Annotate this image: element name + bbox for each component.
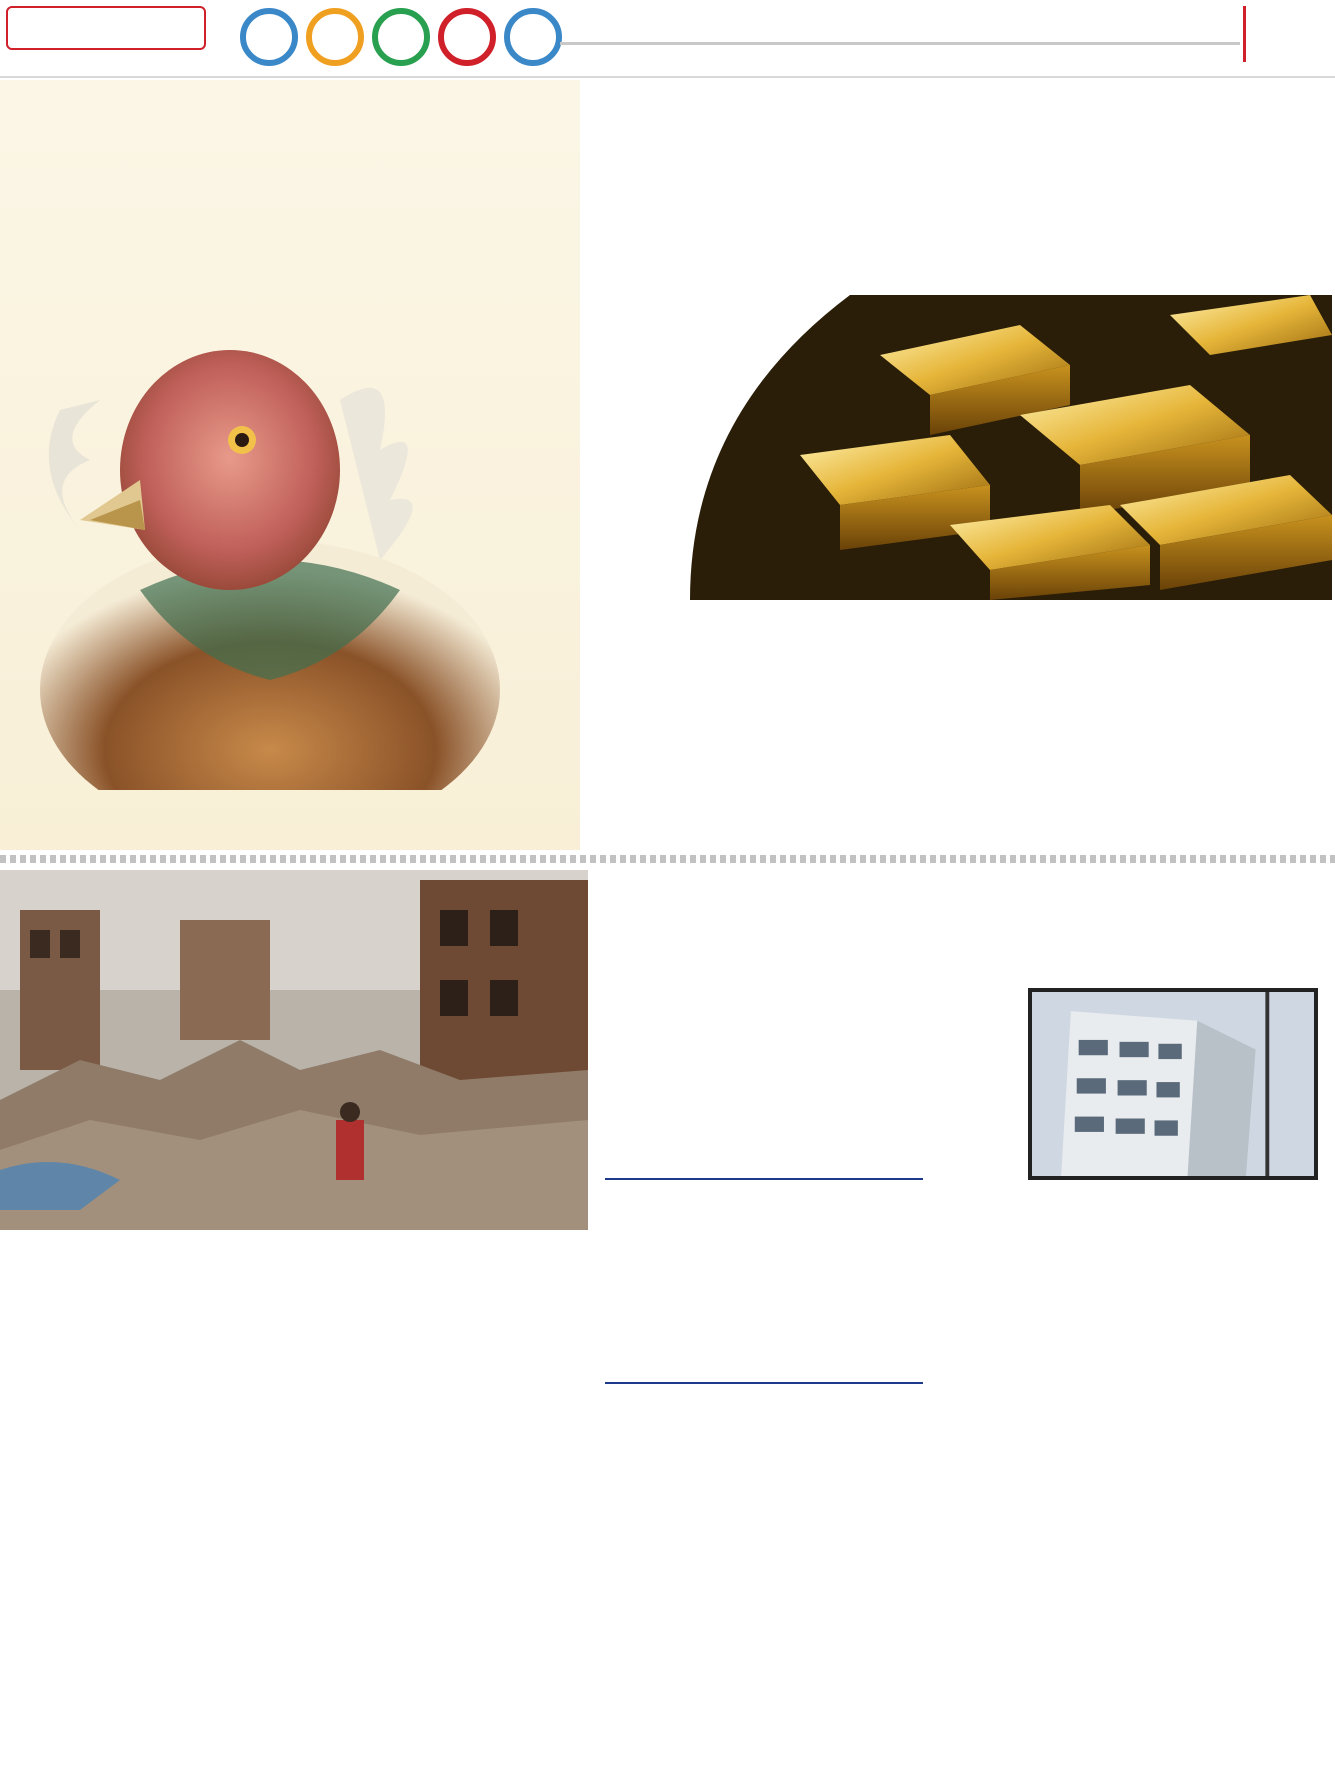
body-line	[935, 1204, 1325, 1230]
body-line	[312, 1510, 602, 1536]
body-line	[935, 1334, 1325, 1360]
body-line	[312, 1432, 602, 1458]
body-line	[312, 1380, 602, 1406]
body-line	[608, 1612, 926, 1638]
earthquake-pullquote	[605, 1178, 923, 1384]
body-line	[668, 690, 968, 716]
body-line	[608, 1404, 926, 1430]
body-line	[312, 1718, 602, 1744]
page-header	[0, 0, 1335, 78]
pullquote-line	[613, 1346, 915, 1372]
header-rule	[560, 42, 1240, 45]
body-line	[935, 1620, 1325, 1646]
body-line	[6, 1510, 306, 1536]
body-line	[470, 262, 1030, 288]
section-bubble	[372, 8, 430, 66]
earthquake-rubble-photo	[0, 870, 588, 1230]
body-line	[6, 1432, 306, 1458]
body-line	[935, 1594, 1325, 1620]
body-line	[312, 1692, 602, 1718]
body-line	[6, 1484, 306, 1510]
pullquote-line	[613, 1268, 915, 1294]
body-line	[935, 1646, 1325, 1672]
body-line	[470, 158, 1030, 184]
earthquake-column-3	[608, 1378, 926, 1742]
body-line	[935, 1308, 1325, 1334]
body-line	[668, 664, 968, 690]
body-line	[6, 1380, 306, 1406]
story-divider	[0, 855, 1335, 863]
body-line	[668, 612, 968, 638]
byline-line	[980, 1732, 1330, 1758]
body-line	[935, 1490, 1325, 1516]
body-line	[668, 742, 968, 768]
body-line	[608, 1508, 926, 1534]
body-line	[6, 1562, 306, 1588]
body-line	[608, 1378, 926, 1404]
body-line	[608, 1690, 926, 1716]
body-line	[312, 1562, 602, 1588]
body-line	[6, 1640, 306, 1666]
body-line	[935, 1542, 1325, 1568]
pullquote-line	[613, 1216, 915, 1242]
body-line	[608, 1560, 926, 1586]
body-line	[668, 794, 968, 820]
body-line	[6, 1536, 306, 1562]
body-line	[668, 872, 968, 898]
section-bubble	[438, 8, 496, 66]
body-line	[935, 1386, 1325, 1412]
body-line	[975, 690, 1320, 716]
earthquake-column-1	[6, 1328, 306, 1744]
body-line	[975, 768, 1320, 794]
pullquote-line	[613, 1294, 915, 1320]
body-line	[668, 716, 968, 742]
body-line	[608, 1430, 926, 1456]
body-line	[6, 1458, 306, 1484]
section-title-bubbles	[240, 8, 562, 66]
body-line	[312, 1614, 602, 1640]
body-line	[935, 1412, 1325, 1438]
body-line	[608, 1638, 926, 1664]
body-line	[608, 1586, 926, 1612]
gold-bars-photo	[690, 295, 1332, 600]
body-line	[935, 1672, 1325, 1698]
body-line	[975, 872, 1320, 898]
body-line	[6, 1354, 306, 1380]
body-line	[975, 820, 1320, 846]
body-line	[6, 1666, 306, 1692]
body-line	[668, 820, 968, 846]
body-line	[935, 1360, 1325, 1386]
body-line	[975, 612, 1320, 638]
body-line	[935, 1568, 1325, 1594]
body-line	[6, 1328, 306, 1354]
body-line	[668, 768, 968, 794]
body-line	[6, 1614, 306, 1640]
section-bubble	[306, 8, 364, 66]
body-line	[935, 1438, 1325, 1464]
section-bubble	[504, 8, 562, 66]
body-line	[470, 184, 1030, 210]
body-line	[608, 1482, 926, 1508]
body-line	[935, 1256, 1325, 1282]
pullquote-line	[613, 1190, 915, 1216]
masthead-logo	[6, 6, 206, 50]
page-number	[1243, 6, 1321, 62]
body-line	[975, 664, 1320, 690]
tilted-building-photo	[1028, 988, 1318, 1180]
body-line	[935, 1230, 1325, 1256]
body-line	[312, 1406, 602, 1432]
body-line	[935, 1282, 1325, 1308]
pullquote-line	[613, 1242, 915, 1268]
section-bubble	[240, 8, 298, 66]
body-line	[312, 1354, 602, 1380]
body-line	[975, 794, 1320, 820]
byline-line	[980, 1706, 1330, 1732]
body-line	[6, 1718, 306, 1744]
gold-headline-row	[1040, 222, 1330, 302]
body-line	[6, 1406, 306, 1432]
body-line	[312, 1588, 602, 1614]
body-line	[312, 1640, 602, 1666]
body-line	[975, 716, 1320, 742]
body-line	[312, 1536, 602, 1562]
body-line	[470, 210, 1030, 236]
body-line	[935, 1516, 1325, 1542]
body-line	[935, 1178, 1325, 1204]
body-line	[608, 1664, 926, 1690]
pullquote-line	[613, 1320, 915, 1346]
body-line	[6, 1692, 306, 1718]
body-line	[608, 1456, 926, 1482]
earthquake-column-2	[312, 1328, 602, 1744]
body-line	[975, 638, 1320, 664]
earthquake-byline	[980, 1706, 1330, 1758]
body-line	[312, 1328, 602, 1354]
body-line	[6, 1588, 306, 1614]
body-line	[470, 236, 1030, 262]
earthquake-column-4	[935, 1178, 1325, 1724]
body-line	[608, 1534, 926, 1560]
body-line	[470, 132, 1030, 158]
body-line	[668, 638, 968, 664]
body-line	[312, 1458, 602, 1484]
body-line	[608, 1716, 926, 1742]
body-line	[975, 742, 1320, 768]
body-line	[312, 1666, 602, 1692]
body-line	[312, 1484, 602, 1510]
body-line	[935, 1464, 1325, 1490]
